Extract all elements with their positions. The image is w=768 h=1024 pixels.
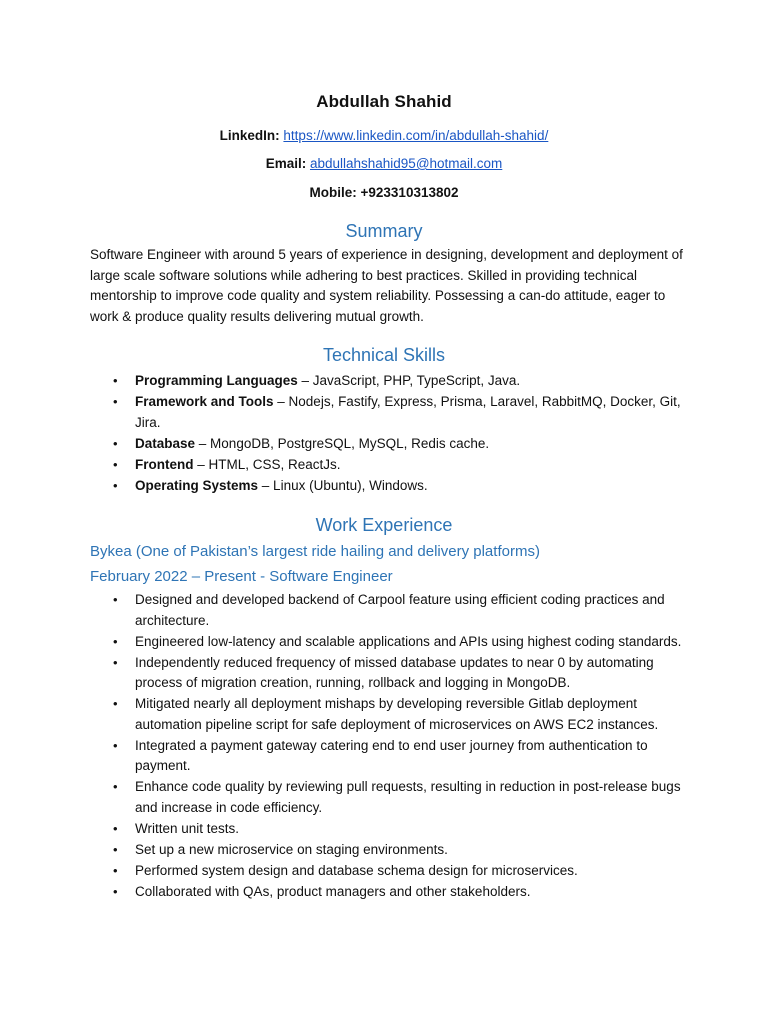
work-item-text: Mitigated nearly all deployment mishaps by developing reversible Gitlab deployment automation pipeline script for safe deployment of microservices on AWS EC2 instances. (135, 696, 659, 732)
skill-label: Operating Systems (135, 477, 259, 493)
work-item-text: Written unit tests. (135, 820, 240, 836)
email-link[interactable]: abdullahshahid95@hotmail.com (309, 156, 503, 171)
skills-heading: Technical Skills (322, 345, 446, 365)
work-item (113, 777, 693, 818)
work-item-text: Collaborated with QAs, product managers and other stakeholders. (135, 883, 531, 899)
bullet-icon: • (113, 435, 118, 451)
work-item (113, 632, 693, 653)
job-role: February 2022 – Present - Software Engineer (90, 568, 393, 585)
linkedin-line (0, 128, 768, 143)
bullet-icon: • (113, 883, 118, 899)
skills-list (113, 371, 693, 497)
bullet-icon: • (113, 456, 118, 472)
work-item (113, 694, 693, 735)
company-name: Bykea (One of Pakistan’s largest ride hailing and delivery platforms) (90, 543, 540, 560)
bullet-icon: • (113, 633, 118, 649)
skill-label: Frontend (135, 456, 194, 472)
work-item (113, 653, 693, 694)
skill-label: Programming Languages (135, 373, 298, 388)
skill-value: – HTML, CSS, ReactJs. (193, 456, 341, 472)
bullet-icon: • (113, 779, 118, 794)
skill-value: – JavaScript, PHP, TypeScript, Java. (297, 373, 521, 388)
work-item-text: Integrated a payment gateway catering end to end user journey from authentication to payment. (135, 737, 648, 773)
bullet-icon: • (113, 394, 118, 409)
email-label: Email: (265, 156, 307, 171)
work-heading: Work Experience (315, 515, 453, 535)
bullet-icon: • (113, 862, 118, 878)
work-item (113, 882, 693, 903)
skill-value: – Linux (Ubuntu), Windows. (258, 477, 428, 493)
bullet-icon: • (113, 592, 118, 607)
bullet-icon: • (113, 477, 118, 493)
mobile-line (0, 185, 768, 200)
skill-item (113, 476, 693, 497)
bullet-icon: • (113, 820, 118, 836)
work-item (113, 736, 693, 777)
skill-label: Database (135, 435, 196, 451)
work-item (113, 819, 693, 840)
email-line (0, 156, 768, 171)
bullet-icon: • (113, 737, 118, 753)
work-item-text: Designed and developed backend of Carpool feature using efficient coding practices and architecture. (135, 592, 665, 628)
bullet-icon: • (113, 373, 118, 388)
work-item (113, 590, 693, 631)
mobile-label: Mobile: (309, 185, 357, 200)
work-list (113, 590, 693, 903)
skill-item (113, 455, 693, 476)
skill-value: – Nodejs, Fastify, Express, Prisma, Laravel, RabbitMQ, Docker, Git, Jira. (135, 394, 681, 430)
work-item-text: Performed system design and database schema design for microservices. (135, 862, 578, 878)
candidate-name: Abdullah Shahid (316, 92, 452, 111)
skill-label: Framework and Tools (135, 394, 274, 409)
work-item-text: Enhance code quality by reviewing pull requests, resulting in reduction in post-release bugs and increase in code efficiency. (135, 779, 681, 815)
skill-item (113, 392, 693, 433)
summary-text: Software Engineer with around 5 years of experience in designing, development and deployment of large scale software solutions while adhering to best practices. Skilled in providing technical mentorship to improve code quality and system reliability. Possessing a can-do attitude, eager to work & produce quality results delivering mutual growth. (90, 247, 683, 324)
linkedin-label: LinkedIn: (219, 128, 280, 143)
bullet-icon: • (113, 696, 118, 711)
work-item-text: Set up a new microservice on staging environments. (135, 841, 448, 857)
bullet-icon: • (113, 654, 118, 670)
work-item-text: Engineered low-latency and scalable applications and APIs using highest coding standards. (135, 633, 682, 649)
mobile-number: +923310313802 (360, 185, 459, 200)
skill-item (113, 434, 693, 455)
bullet-icon: • (113, 841, 118, 857)
skill-item (113, 371, 693, 392)
summary-heading: Summary (345, 221, 423, 241)
linkedin-link[interactable]: https://www.linkedin.com/in/abdullah-shahid/ (283, 128, 549, 143)
skill-value: – MongoDB, PostgreSQL, MySQL, Redis cache. (195, 435, 490, 451)
work-item (113, 840, 693, 861)
work-item-text: Independently reduced frequency of missed database updates to near 0 by automating process of migration creation, running, rollback and logging in MongoDB. (135, 654, 654, 690)
work-item (113, 861, 693, 882)
